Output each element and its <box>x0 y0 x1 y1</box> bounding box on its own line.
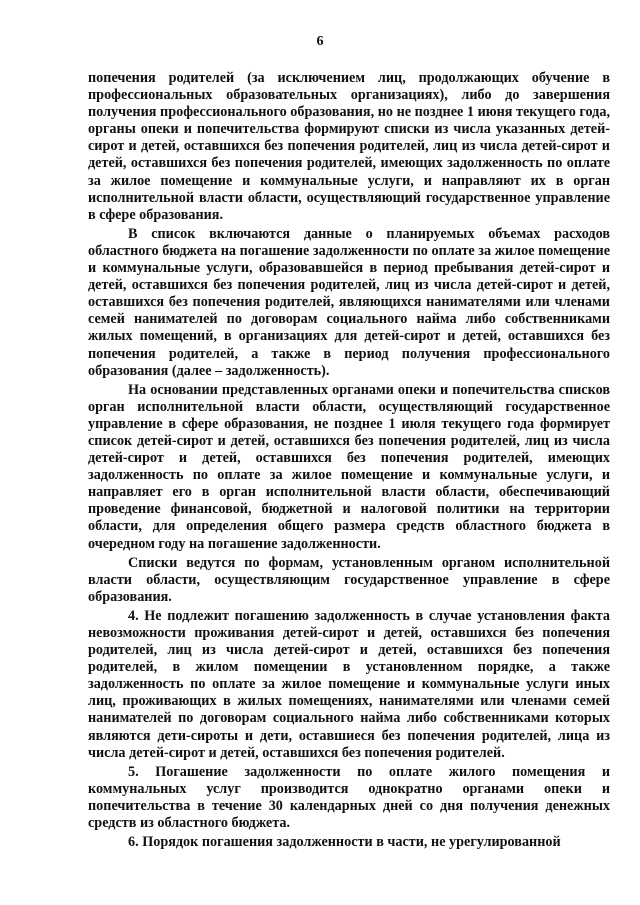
paragraph-5: 4. Не подлежит погашению задолженность в случае установления факта невозможности проживания детей-сирот и детей, оставшихся без попечения родителей, лиц из числа детей-сирот и детей, оставшихся без попечения родителей, в жилом помещении в установленном порядке, а также задолженность по оплате за жилое помещение и коммунальные услуги иных лиц, проживающих в жилых помещениях, нанимателями или членами семей нанимателей по договорам социального найма либо собственниками которых являются дети-сироты и дети, оставшиеся без попечения родителей, лица из числа детей-сирот и детей, оставшихся без попечения родителей. <box>88 607 610 761</box>
paragraph-6: 5. Погашение задолженности по оплате жилого помещения и коммунальных услуг производится однократно органами опеки и попечительства в течение 30 календарных дней со дня получения денежных средств из областного бюджета. <box>88 763 610 832</box>
paragraph-2: В список включаются данные о планируемых объемах расходов областного бюджета на погашение задолженности по оплате за жилое помещение и коммунальные услуги, образовавшейся в период пребывания детей-сирот и детей, оставшихся без попечения родителей, лиц из числа детей-сирот и детей, оставшихся без попечения родителей, являющихся нанимателями или членами семей нанимателей по договорам социального найма либо собственниками жилых помещений, в организациях для детей-сирот и детей, оставшихся без попечения родителей, а также в период получения профессионального образования (далее – задолженность). <box>88 225 610 379</box>
paragraph-4: Списки ведутся по формам, установленным органом исполнительной власти области, осуществляющим государственное управление в сфере образования. <box>88 554 610 605</box>
paragraph-3: На основании представленных органами опеки и попечительства списков орган исполнительной власти области, осуществляющий государственное управление в сфере образования, не позднее 1 июля текущего года формирует список детей-сирот и детей, оставшихся без попечения родителей, лиц из числа детей-сирот и детей, оставшихся без попечения родителей, имеющих задолженность по оплате за жилое помещение и коммунальные услуги, и направляет его в орган исполнительной власти области, обеспечивающий проведение финансовой, бюджетной и налоговой политики на территории области, для определения общего размера средств областного бюджета в очередном году на погашение задолженности. <box>88 381 610 552</box>
document-body <box>88 70 610 853</box>
paragraph-7: 6. Порядок погашения задолженности в части, не урегулированной <box>128 834 561 851</box>
page-number: 6 <box>316 34 324 49</box>
paragraph-1: попечения родителей (за исключением лиц, продолжающих обучение в профессиональных образовательных организациях), либо до завершения получения профессионального образования, но не позднее 1 июня текущего года, органы опеки и попечительства формируют списки из числа указанных детей-сирот и детей, оставшихся без попечения родителей, лиц из числа детей-сирот и детей, оставшихся без попечения родителей, имеющих задолженность по оплате за жилое помещение и коммунальные услуги, и направляют их в орган исполнительной власти области, осуществляющий государственное управление в сфере образования. <box>88 70 610 223</box>
